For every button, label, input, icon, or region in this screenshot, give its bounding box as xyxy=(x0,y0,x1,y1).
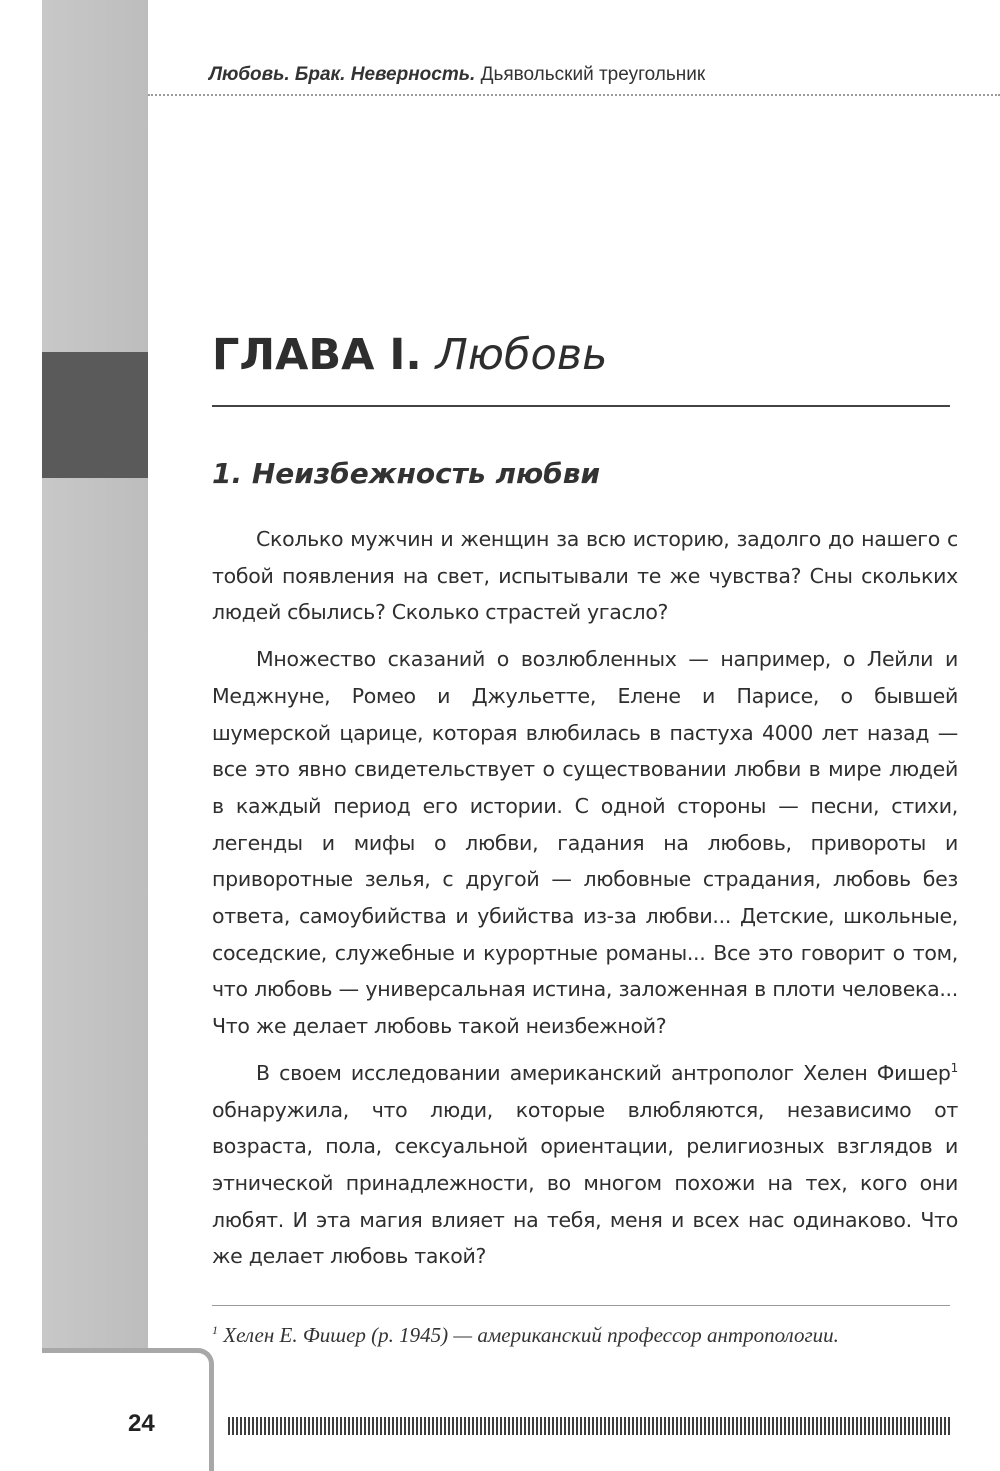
footnote xyxy=(212,1323,952,1348)
chapter-title xyxy=(212,330,607,380)
paragraph-3 xyxy=(212,1055,958,1275)
body-text xyxy=(212,521,958,1285)
running-head xyxy=(209,64,705,86)
footnote-text: Хелен Е. Фишер (р. 1945) — американский профессор антропологии. xyxy=(223,1323,839,1347)
footnote-reference[interactable]: 1 xyxy=(950,1061,958,1076)
book-subtitle: Дьявольский треугольник xyxy=(480,64,706,85)
chapter-number: ГЛАВА I. xyxy=(212,330,422,380)
footnote-rule xyxy=(212,1305,950,1306)
paragraph-3-end: обнаружила, что люди, которые влюбляются, независимо от возраста, пола, сексуальной ориентации, религиозных взглядов и этнической принадлежности, во многом похожи на тех, кого они любят. И эта магия влияет на тебя, меня и всех нас одинаково. Что же делает любовь такой? xyxy=(212,1097,958,1269)
book-title: Любовь. Брак. Неверность. xyxy=(209,64,476,85)
section-title: 1. Неизбежность любви xyxy=(212,457,601,490)
page-number: 24 xyxy=(128,1410,155,1437)
header-dotted-rule xyxy=(148,94,1000,96)
paragraph-3-start: В своем исследовании американский антрополог Хелен Фишер xyxy=(256,1060,951,1085)
chapter-name: Любовь xyxy=(435,330,608,380)
paragraph-2: Множество сказаний о возлюбленных — например, о Лейли и Меджнуне, Ромео и Джульетте, Елене и Парисе, о бывшей шумерской царице, которая влюбилась в пастуха 4000 лет назад — все это явно свидетельствует о существовании любви в мире людей в каждый период его истории. С одной стороны — песни, стихи, легенды и мифы о любви, гадания на любовь, привороты и приворотные зелья, с другой — любовные страдания, любовь без ответа, самоубийства и убийства из-за любви... Детские, школьные, соседские, служебные и курортные романы... Все это говорит о том, что любовь — универсальная истина, заложенная в плоти человека... Что же делает любовь такой неизбежной? xyxy=(212,647,958,1039)
footnote-mark: 1 xyxy=(212,1323,218,1337)
chapter-marker-block xyxy=(42,352,148,478)
chapter-rule xyxy=(212,405,950,407)
side-band xyxy=(42,0,148,1352)
paragraph-1: Сколько мужчин и женщин за всю историю, задолго до нашего с тобой появления на свет, испытывали те же чувства? Сны скольких людей сбылись? Сколько страстей угасло? xyxy=(212,527,958,625)
bottom-barcode-strip xyxy=(228,1417,950,1435)
